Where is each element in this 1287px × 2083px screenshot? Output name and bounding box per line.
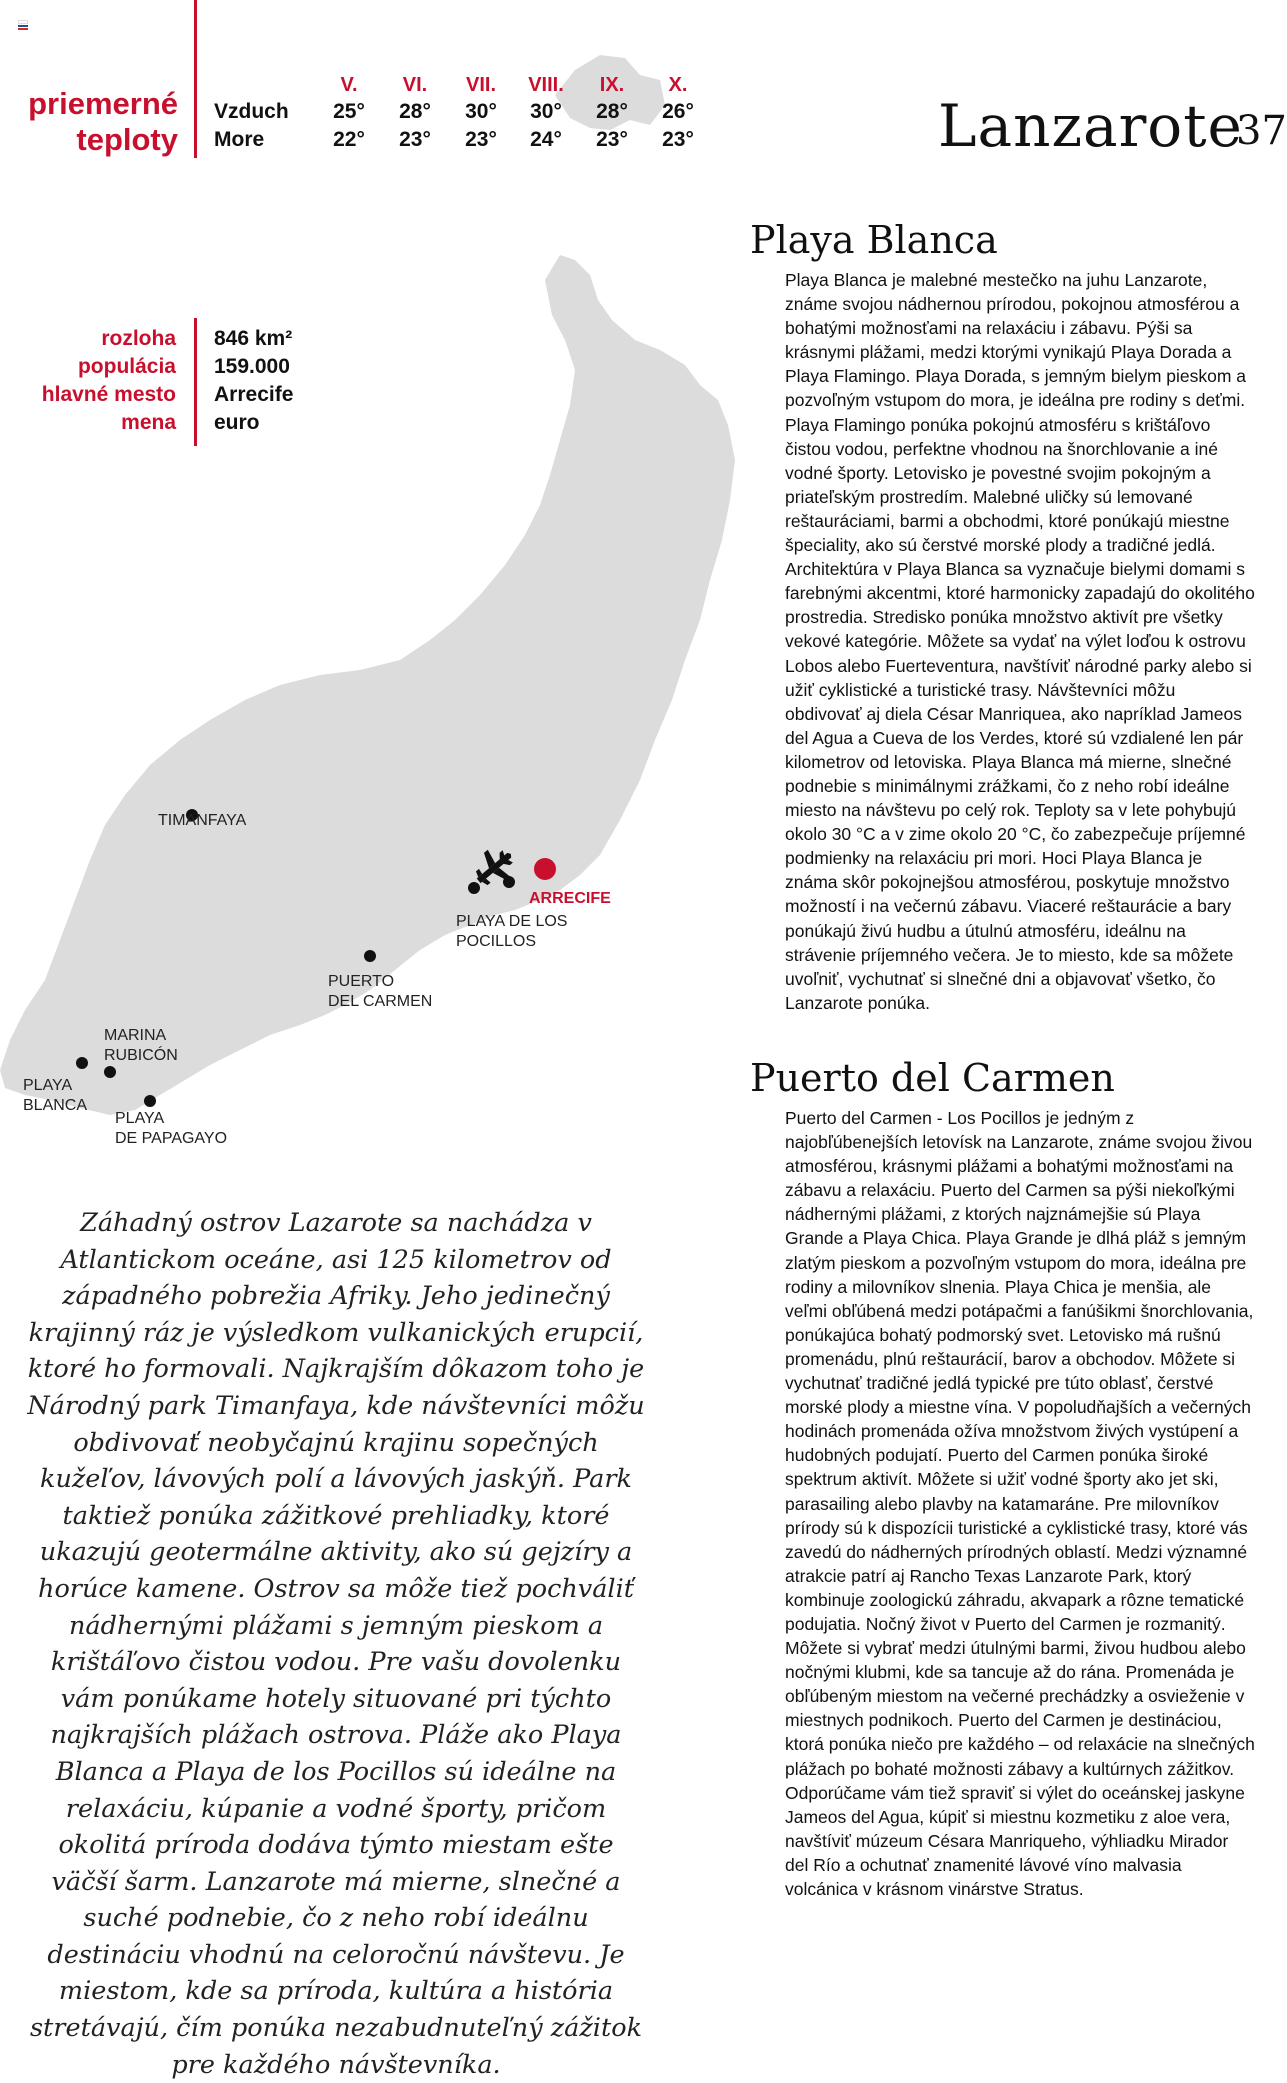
sea-temp: 23°	[662, 128, 694, 151]
info-labels	[0, 325, 176, 437]
air-temp: 28°	[399, 100, 431, 123]
section-body-puerto-del-carmen: Puerto del Carmen - Los Pocillos je jedným z najobľúbenejších letovísk na Lanzarote, známe svojou živou atmosférou, krásnymi plážami a bohatými možnosťami na zábavu a relaxáciu. Puerto del Carmen sa pýši niekoľkými nádhernými plážami, z ktorých najznámejšie sú Playa Grande a Playa Chica. Playa Grande je dlhá pláž s jemným zlatým pieskom a pozvoľným vstupom do mora, ideálna pre rodiny a milovníkov slnenia. Playa Chica je menšia, ale veľmi obľúbená medzi potápačmi a fanúšikmi šnorchlovania, ponúkajúca bohatý podmorský svet. Letovisko má rušnú promenádu, plnú reštaurácií, barov a obchodov. Môžete si vychutnať tradičné jedlá typické pre túto oblasť, čerstvé morské plody a miestne vína. V popoludňajších a večerných hodinách promenáda ožíva množstvom živých vystúpení a hudobných podujatí. Puerto del Carmen ponúka široké spektrum aktivít. Môžete si užiť vodné športy ako jet ski, parasailing alebo plavby na katamaráne. Pre milovníkov prírody sú k dispozícii turistické a cyklistické trasy, ktoré vás zavedú do nádherných prírodných oblastí. Medzi významné atrakcie patrí aj Rancho Texas Lanzarote Park, ktorý kombinuje zoologickú záhradu, akvapark a rôzne tematické podujatia. Nočný život v Puerto del Carmen je rozmanitý. Môžete si vybrať medzi útulnými barmi, živou hudbou alebo nočnými klubmi, kde sa tancuje až do rána. Promenáda je obľúbeným miestom na večerné prechádzky a osvieženie v miestnych podnikoch. Puerto del Carmen je destináciou, ktorá ponúka niečo pre každého – od relaxácie na slnečných plážach po bohaté možnosti zábavy a kultúrnych zážitkov. Odporúčame vám tiež spraviť si výlet do oceánskej jaskyne Jameos del Agua, kúpiť si miestnu kozmetiku z aloe vera, navštíviť múzeum Césara Manriqueho, výhliadku Mirador del Río a ochutnať znamenité lávové víno malvasia volcánica v krásnom vinárstve Stratus.	[785, 1108, 1255, 1899]
divider-line	[194, 318, 197, 446]
area-value: 846 km²	[214, 327, 293, 350]
temperatures-heading: priemerné teploty	[28, 86, 178, 157]
label-marina-rubicon: MARINA RUBICÓN	[104, 1027, 178, 1064]
air-temp: 30°	[465, 100, 497, 123]
air-temp: 30°	[530, 100, 562, 123]
month-label: VI.	[402, 74, 428, 96]
label-arrecife: ARRECIFE	[529, 890, 611, 907]
month-label: VII.	[465, 74, 496, 96]
rubicon-marker	[104, 1066, 116, 1078]
sea-temp: 23°	[399, 128, 431, 151]
section-body-playa-blanca: Playa Blanca je malebné mestečko na juhu Lanzarote, známe svojou nádhernou prírodou, pokojnou atmosférou a bohatými možnosťami na relaxáciu i zábavu. Pýši sa krásnymi plážami, medzi ktorými vynikajú Playa Dorada a Playa Flamingo. Playa Dorada, s jemným bielym pieskom a pozvoľným vstupom do mora, je ideálna pre rodiny s deťmi. Playa Flamingo ponúka pokojnú atmosféru s krištáľovo čistou vodou, perfektne vhodnou na šnorchlovanie a iné vodné športy. Letovisko je povestné svojim pokojným a priateľským prostredím. Malebné uličky sú lemované reštauráciami, barmi a obchodmi, ktoré ponúkajú miestne špeciality, ako sú čerstvé morské plody a tradičné jedlá. Architektúra v Playa Blanca sa vyznačuje bielymi domami s farebnými akcentmi, ktoré harmonicky zapadajú do okolitého prostredia. Stredisko ponúka množstvo aktivít pre všetky vekové kategórie. Môžete sa vydať na výlet loďou k ostrovu Lobos alebo Fuerteventura, navštíviť národné parky alebo si užiť cyklistické a turistické trasy. Návštevníci môžu obdivovať aj diela César Manriquea, ako napríklad Jameos del Agua a Cueva de los Verdes, ktoré sú vzdialené len pár kilometrov od letoviska. Playa Blanca má mierne, slnečné podnebie s minimálnymi zrážkami, čo z neho robí ideálne miesto na návštevu po celý rok. Teploty sa v lete pohybujú okolo 30 °C a v zime okolo 20 °C, čo zabezpečuje príjemné podmienky na relaxáciu pri mori. Hoci Playa Blanca je známa skôr pokojnejšou atmosférou, poskytuje množstvo možností i na večernú zábavu. Viaceré reštaurácie a bary ponúkajú živú hudbu a útulnú atmosféru, ideálnu na strávenie príjemného večera. Je to miesto, kde sa môžete uvoľniť, vychutnať si slnečné dni a objavovať všetko, čo Lanzarote ponúka.	[785, 270, 1255, 1013]
pocillos-marker	[468, 882, 480, 894]
carmen-marker	[364, 950, 376, 962]
page-number: 37	[1236, 108, 1287, 154]
page-title: Lanzarote	[938, 92, 1243, 160]
section-heading-playa-blanca: Playa Blanca	[750, 218, 998, 262]
sea-temp: 23°	[596, 128, 628, 151]
month-label: IX.	[599, 74, 625, 96]
air-temp: 25°	[333, 100, 365, 123]
month-label: V.	[340, 74, 358, 96]
info-values	[214, 325, 293, 437]
currency-value: euro	[214, 411, 260, 434]
month-label: X.	[668, 74, 688, 96]
label-timanfaya: TIMANFAYA	[158, 812, 247, 829]
air-temp: 28°	[596, 100, 628, 123]
sea-row-label: More	[214, 128, 265, 151]
population-value: 159.000	[214, 355, 290, 378]
month-label: VIII.	[528, 74, 564, 96]
air-row-label: Vzduch	[214, 100, 289, 123]
papagayo-marker	[144, 1095, 156, 1107]
air-temp: 26°	[662, 100, 694, 123]
currency-label: mena	[121, 411, 176, 434]
label-playa-de-papagayo: PLAYA DE PAPAGAYO	[115, 1110, 228, 1147]
area-label: rozloha	[101, 327, 176, 350]
arrecife-marker	[534, 858, 556, 880]
sea-temp: 23°	[465, 128, 497, 151]
section-heading-puerto-del-carmen: Puerto del Carmen	[750, 1056, 1115, 1100]
capital-value: Arrecife	[214, 383, 294, 406]
label-pocillos: PLAYA DE LOS POCILLOS	[456, 913, 568, 950]
label-playa-blanca: PLAYA BLANCA	[23, 1077, 88, 1114]
capital-label: hlavné mesto	[41, 383, 176, 406]
sea-temp: 22°	[333, 128, 365, 151]
population-label: populácia	[77, 355, 176, 378]
label-puerto-del-carmen: PUERTO DEL CARMEN	[328, 973, 433, 1010]
intro-text: Záhadný ostrov Lazarote sa nachádza v Atlantickom oceáne, asi 125 kilometrov od západného pobrežia Afriky. Jeho jedinečný krajinný ráz je výsledkom vulkanických erupcií, ktoré ho formovali. Najkrajším dôkazom toho je Národný park Timanfaya, kde návštevníci môžu obdivovať neobyčajnú krajinu sopečných kužeľov, lávových polí a lávových jaskýň. Park taktiež ponúka zážitkové prehliadky, ktoré ukazujú geotermálne aktivity, ako sú gejzíry a horúce kamene. Ostrov sa môže tiež pochváliť nádhernými plážami s jemným pieskom a krištáľovo čistou vodou. Pre vašu dovolenku vám ponúkame hotely situované pri týchto najkrajších plážach ostrova. Pláže ako Playa Blanca a Playa de los Pocillos sú ideálne na relaxáciu, kúpanie a vodné športy, pričom okolitá príroda dodáva týmto miestam ešte väčší šarm. Lanzarote má mierne, slnečné a suché podnebie, čo z neho robí ideálnu destináciu vhodnú na celoročnú návštevu. Je miestom, kde sa príroda, kultúra a história stretávajú, čím ponúka nezabudnuteľný zážitok pre každého návštevníka.	[27, 1208, 645, 2080]
sea-temp: 24°	[530, 128, 562, 151]
divider-line	[194, 0, 197, 158]
blanca-marker	[76, 1057, 88, 1069]
